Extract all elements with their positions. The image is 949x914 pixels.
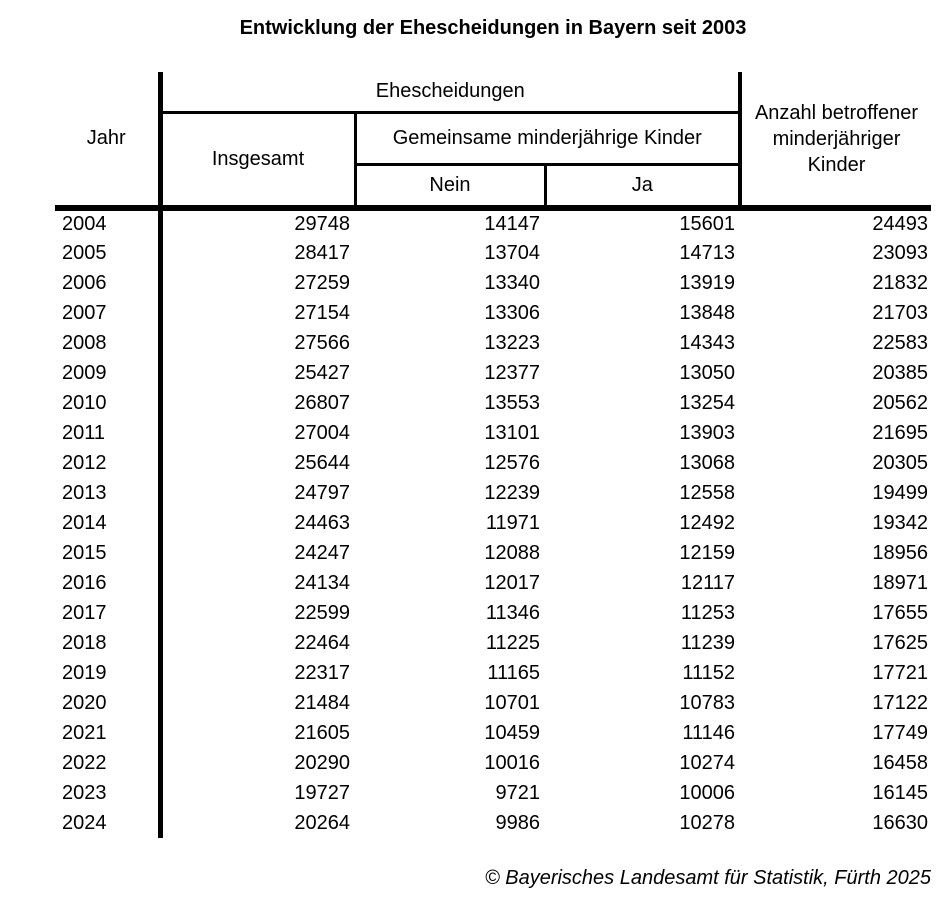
year-cell: 2012 <box>55 448 160 478</box>
year-cell: 2016 <box>55 568 160 598</box>
value-cell: 11146 <box>682 721 735 744</box>
value-cell: 21695 <box>872 421 928 444</box>
value-cell: 20290 <box>294 751 350 774</box>
value-cell: 19727 <box>294 781 350 804</box>
value-cell: 13101 <box>484 421 540 444</box>
value-cell: 11253 <box>680 601 735 624</box>
value-cell: 16630 <box>872 811 928 834</box>
value-cell: 16145 <box>872 781 928 804</box>
value-cell: 14343 <box>679 331 735 354</box>
year-cell: 2023 <box>55 778 160 808</box>
year-cell: 2020 <box>55 688 160 718</box>
value-cell: 21703 <box>872 301 928 324</box>
anzahl-header-line-1: Anzahl betroffener <box>754 101 919 124</box>
table-row <box>55 628 931 658</box>
value-cell: 11152 <box>682 661 735 684</box>
value-cell: 24247 <box>294 541 350 564</box>
table-row <box>55 538 931 568</box>
table-row <box>55 298 931 328</box>
value-cell: 11346 <box>485 601 540 624</box>
table-row <box>55 658 931 688</box>
year-cell: 2008 <box>55 328 160 358</box>
year-cell: 2021 <box>55 718 160 748</box>
value-cell: 18956 <box>872 541 928 564</box>
value-cell: 20385 <box>872 361 928 384</box>
column-header-ja: Ja <box>545 164 740 208</box>
table-row <box>55 778 931 808</box>
table-row <box>55 598 931 628</box>
value-cell: 13919 <box>679 271 735 294</box>
value-cell: 22464 <box>294 631 350 654</box>
value-cell: 15601 <box>679 213 735 235</box>
year-cell: 2006 <box>55 268 160 298</box>
value-cell: 12017 <box>484 571 540 594</box>
value-cell: 20305 <box>872 451 928 474</box>
year-cell: 2019 <box>55 658 160 688</box>
value-cell: 17721 <box>872 661 928 684</box>
value-cell: 27259 <box>294 271 350 294</box>
table-body <box>55 208 931 838</box>
value-cell: 10783 <box>679 691 735 714</box>
year-cell: 2011 <box>55 418 160 448</box>
value-cell: 29748 <box>294 213 350 235</box>
value-cell: 19499 <box>872 481 928 504</box>
value-cell: 22317 <box>294 661 350 684</box>
value-cell: 20562 <box>872 391 928 414</box>
year-cell: 2017 <box>55 598 160 628</box>
value-cell: 12576 <box>484 451 540 474</box>
table-row <box>55 568 931 598</box>
value-cell: 17122 <box>872 691 928 714</box>
value-cell: 13704 <box>484 241 540 264</box>
table-row <box>55 208 931 238</box>
value-cell: 19342 <box>872 511 928 534</box>
value-cell: 14147 <box>484 213 540 235</box>
value-cell: 12377 <box>484 361 540 384</box>
column-header-jahr: Jahr <box>55 72 160 208</box>
value-cell: 13340 <box>484 271 540 294</box>
year-cell: 2022 <box>55 748 160 778</box>
value-cell: 28417 <box>294 241 350 264</box>
anzahl-header-line-3: Kinder <box>807 153 866 176</box>
value-cell: 25644 <box>294 451 350 474</box>
table-row <box>55 418 931 448</box>
value-cell: 13223 <box>484 331 540 354</box>
year-cell: 2014 <box>55 508 160 538</box>
value-cell: 12159 <box>679 541 735 564</box>
anzahl-header-line-2: minderjähriger <box>772 127 901 150</box>
table-row <box>55 748 931 778</box>
year-cell: 2018 <box>55 628 160 658</box>
table-row <box>55 328 931 358</box>
value-cell: 26807 <box>294 391 350 414</box>
value-cell: 11971 <box>485 511 540 534</box>
value-cell: 12239 <box>484 481 540 504</box>
table-header <box>55 72 931 208</box>
value-cell: 13050 <box>679 361 735 384</box>
year-cell: 2024 <box>55 808 160 838</box>
copyright-credit: © Bayerisches Landesamt für Statistik, Fürth 2025 <box>484 867 931 889</box>
value-cell: 13068 <box>679 451 735 474</box>
value-cell: 12558 <box>679 481 735 504</box>
page-title: Entwicklung der Ehescheidungen in Bayern seit 2003 <box>239 17 747 39</box>
value-cell: 22583 <box>872 331 928 354</box>
value-cell: 21832 <box>872 271 928 294</box>
value-cell: 12492 <box>679 511 735 534</box>
table-row <box>55 508 931 538</box>
value-cell: 10459 <box>484 721 540 744</box>
value-cell: 14713 <box>679 241 735 264</box>
value-cell: 11225 <box>485 631 540 654</box>
value-cell: 9986 <box>495 811 540 834</box>
value-cell: 17655 <box>872 601 928 624</box>
value-cell: 11165 <box>487 661 540 684</box>
column-group-header-ehescheidungen: Ehescheidungen <box>160 72 740 112</box>
year-cell: 2015 <box>55 538 160 568</box>
value-cell: 17625 <box>872 631 928 654</box>
value-cell: 10701 <box>484 691 540 714</box>
value-cell: 17749 <box>872 721 928 744</box>
table-row <box>55 358 931 388</box>
value-cell: 13553 <box>484 391 540 414</box>
table-row <box>55 268 931 298</box>
table-row <box>55 688 931 718</box>
year-cell: 2010 <box>55 388 160 418</box>
value-cell: 21484 <box>294 691 350 714</box>
column-header-nein: Nein <box>355 164 545 208</box>
value-cell: 10016 <box>484 751 540 774</box>
value-cell: 9721 <box>495 781 540 804</box>
value-cell: 21605 <box>294 721 350 744</box>
value-cell: 22599 <box>294 601 350 624</box>
table-row <box>55 478 931 508</box>
value-cell: 20264 <box>294 811 350 834</box>
value-cell: 12117 <box>680 571 735 594</box>
value-cell: 13848 <box>679 301 735 324</box>
table-row <box>55 448 931 478</box>
value-cell: 16458 <box>872 751 928 774</box>
column-header-anzahl-betroffener-kinder <box>740 72 931 208</box>
table-row <box>55 238 931 268</box>
value-cell: 13306 <box>484 301 540 324</box>
value-cell: 24463 <box>294 511 350 534</box>
value-cell: 25427 <box>294 361 350 384</box>
year-cell: 2009 <box>55 358 160 388</box>
value-cell: 24134 <box>294 571 350 594</box>
value-cell: 27154 <box>294 301 350 324</box>
value-cell: 10274 <box>679 751 735 774</box>
value-cell: 27566 <box>294 331 350 354</box>
table-row <box>55 718 931 748</box>
value-cell: 24797 <box>294 481 350 504</box>
value-cell: 12088 <box>484 541 540 564</box>
value-cell: 10006 <box>679 781 735 804</box>
value-cell: 18971 <box>872 571 928 594</box>
year-cell: 2007 <box>55 298 160 328</box>
year-cell: 2004 <box>55 208 160 238</box>
value-cell: 23093 <box>872 241 928 264</box>
column-group-header-gemeinsame-kinder: Gemeinsame minderjährige Kinder <box>355 112 740 164</box>
value-cell: 13254 <box>679 391 735 414</box>
year-cell: 2013 <box>55 478 160 508</box>
value-cell: 13903 <box>679 421 735 444</box>
table-row <box>55 808 931 838</box>
column-header-insgesamt: Insgesamt <box>160 112 355 208</box>
year-cell: 2005 <box>55 238 160 268</box>
value-cell: 27004 <box>294 421 350 444</box>
value-cell: 24493 <box>872 213 928 235</box>
table-row <box>55 388 931 418</box>
value-cell: 10278 <box>679 811 735 834</box>
divorce-statistics-table <box>55 72 931 838</box>
value-cell: 11239 <box>680 631 735 654</box>
